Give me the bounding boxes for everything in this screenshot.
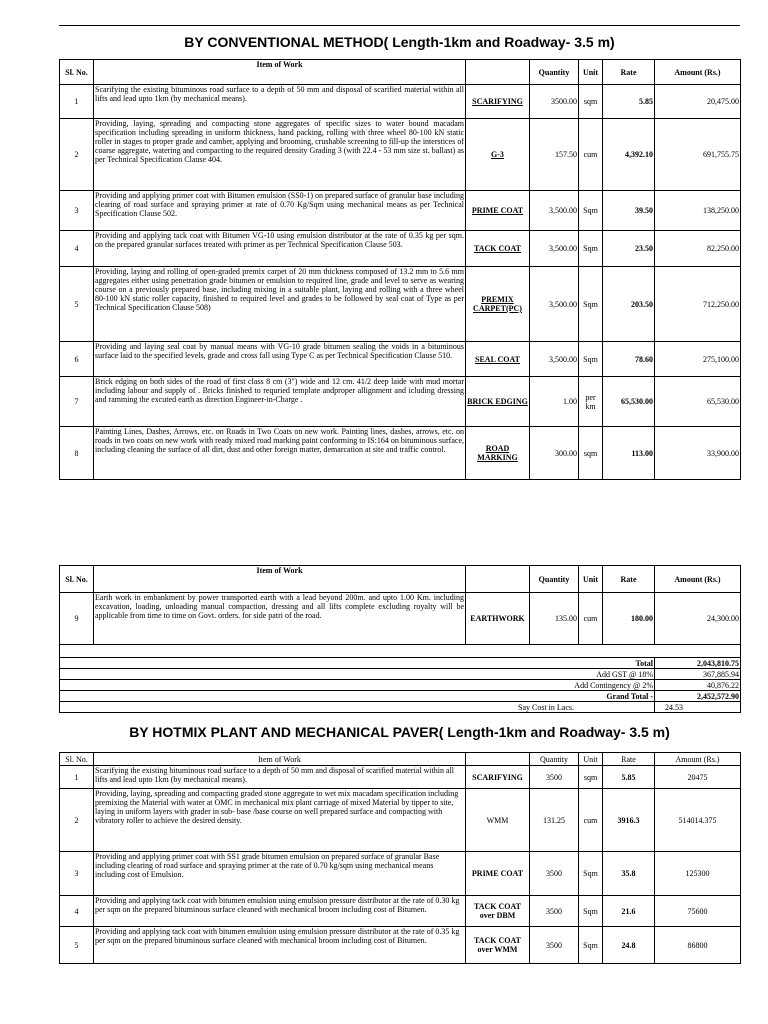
item-description: Providing, laying, spreading and compacting graded stone aggregate to wet mix macadam specification including premixing the Material with water at OMC in mechanical mix plant carriage of mixed Material by tipper to site, laying in uniform layers with grader in sub- base /base course on well prepared surface and compacting with vibratory roller to achieve the desired density. <box>94 789 466 852</box>
table-row <box>60 927 741 964</box>
unit: Sqm <box>579 896 603 927</box>
amount: 75600 <box>655 896 741 927</box>
item-code: TACK COAT over WMM <box>466 927 530 964</box>
header-qty: Quantity <box>530 753 579 766</box>
unit: Sqm <box>579 231 603 267</box>
table-row <box>60 896 741 927</box>
amount: 65,530.00 <box>655 377 741 427</box>
item-code: PRIME COAT <box>466 191 530 231</box>
sl-no: 6 <box>60 342 94 377</box>
table-row <box>60 789 741 852</box>
header-rate: Rate <box>603 566 655 593</box>
item-description: Providing and applying tack coat with bitumen emulsion using emulsion pressure distributor at the rate of 0.30 kg per sqm on the prepared bituminous surface cleaned with mechanical broom including cost of Bitumen. <box>94 896 466 927</box>
rate: 24.8 <box>603 927 655 964</box>
item-code: BRICK EDGING <box>466 377 530 427</box>
header-item: Item of Work <box>94 60 466 85</box>
say-cost-label: Say Cost in Lacs. <box>60 702 655 713</box>
header-rate: Rate <box>603 753 655 766</box>
sl-no: 1 <box>60 85 94 119</box>
amount: 275,100.00 <box>655 342 741 377</box>
quantity: 3500 <box>530 852 579 896</box>
amount: 712,250.00 <box>655 267 741 342</box>
unit: Sqm <box>579 927 603 964</box>
item-code: SCARIFYING <box>466 766 530 789</box>
header-amount: Amount (Rs.) <box>655 566 741 593</box>
unit: Sqm <box>579 191 603 231</box>
amount: 514014.375 <box>655 789 741 852</box>
sl-no: 2 <box>60 789 94 852</box>
amount: 138,250.00 <box>655 191 741 231</box>
header-code <box>466 753 530 766</box>
sl-no: 9 <box>60 593 94 645</box>
sl-no: 5 <box>60 267 94 342</box>
header-sl: Sl. No. <box>60 753 94 766</box>
gst-value: 367,885.94 <box>655 669 741 680</box>
spacer-row <box>60 645 741 658</box>
table-row <box>60 85 741 119</box>
header-rate: Rate <box>603 60 655 85</box>
grand-total-value: 2,452,572.90 <box>655 691 741 702</box>
table-row <box>60 191 741 231</box>
item-code: EARTHWORK <box>466 593 530 645</box>
sl-no: 2 <box>60 119 94 191</box>
item-description: Providing and laying seal coat by manual means with VG-10 grade bitumen sealing the voids in a bituminous surface laid to the specified levels, grade and cross fall using Type C as per Technical Specification Clause 510. <box>94 342 466 377</box>
hotmix-plant-table <box>59 752 741 964</box>
header-sl: Sl. No. <box>60 60 94 85</box>
header-item: Item of Work <box>94 753 466 766</box>
say-cost-row <box>60 702 741 713</box>
top-rule <box>59 25 740 26</box>
table-header-row <box>60 753 741 766</box>
quantity: 3,500.00 <box>530 342 579 377</box>
unit: Sqm <box>579 852 603 896</box>
header-sl: Sl. No. <box>60 566 94 593</box>
rate: 35.8 <box>603 852 655 896</box>
quantity: 3,500.00 <box>530 191 579 231</box>
unit: per km <box>579 377 603 427</box>
say-cost-value: 24.53 <box>655 702 741 713</box>
table-row <box>60 593 741 645</box>
header-unit: Unit <box>579 753 603 766</box>
header-unit: Unit <box>579 566 603 593</box>
rate: 4,392.10 <box>603 119 655 191</box>
rate: 21.6 <box>603 896 655 927</box>
spacer-cell <box>60 645 741 658</box>
item-description: Providing and applying primer coat with Bitumen emulsion (SS0-1) on prepared surface of granular base including clearing of road surface and spraying primer at rate of 0.70 Kg/Sqm using mechanical means as per Technical Specification Clause 502. <box>94 191 466 231</box>
item-description: Scarifying the existing bituminous road surface to a depth of 50 mm and disposal of scarified material within all lifts and lead upto 1km (by mechanical means). <box>94 85 466 119</box>
contingency-label: Add Contingency @ 2% <box>60 680 655 691</box>
rate: 23.50 <box>603 231 655 267</box>
unit: sqm <box>579 85 603 119</box>
quantity: 3500.00 <box>530 85 579 119</box>
grand-total-label: Grand Total - <box>60 691 655 702</box>
quantity: 3500 <box>530 766 579 789</box>
sl-no: 1 <box>60 766 94 789</box>
amount: 82,250.00 <box>655 231 741 267</box>
header-code <box>466 60 530 85</box>
header-item: Item of Work <box>94 566 466 593</box>
unit: cum <box>579 119 603 191</box>
sl-no: 5 <box>60 927 94 964</box>
table-row <box>60 119 741 191</box>
header-qty: Quantity <box>530 566 579 593</box>
unit: Sqm <box>579 342 603 377</box>
section1-title: BY CONVENTIONAL METHOD( Length-1km and Roadway- 3.5 m) <box>184 34 615 50</box>
quantity: 300.00 <box>530 427 579 480</box>
header-code <box>466 566 530 593</box>
table-row <box>60 231 741 267</box>
conventional-method-table <box>59 59 741 480</box>
contingency-row <box>60 680 741 691</box>
item-description: Scarifying the existing bituminous road surface to a depth of 50 mm and disposal of scarified material within all lifts and lead upto 1km (by mechanical means). <box>94 766 466 789</box>
sl-no: 7 <box>60 377 94 427</box>
table-row <box>60 377 741 427</box>
sl-no: 4 <box>60 231 94 267</box>
item-description: Earth work in embankment by power transported earth with a lead beyond 200m. and upto 1.00 Km. including excavation, loading, unloading manual compaction, dressing and all lifts complete excluding royalty will be applicable from time to time on Govt. orders. for side patri of the road. <box>94 593 466 645</box>
item-code: WMM <box>466 789 530 852</box>
header-amount: Amount (Rs.) <box>655 60 741 85</box>
total-value: 2,043,810.75 <box>655 658 741 669</box>
table-row <box>60 852 741 896</box>
quantity: 3500 <box>530 927 579 964</box>
item-description: Providing, laying and rolling of open-graded premix carpet of 20 mm thickness composed of 13.2 mm to 5.6 mm aggregates either using penetration grade bitumen or emulsion to required line, grade and level to serve as wearing course on a previously prepared base, including mixing in a suitable plant, laying and rolling with a three wheel 80-100 kN static roller capacity, finished to required level and grades to be followed by seal coat of Type as per Technical Specification Clause 508) <box>94 267 466 342</box>
rate: 65,530.00 <box>603 377 655 427</box>
rate: 3916.3 <box>603 789 655 852</box>
item-description: Providing and applying primer coat with SS1 grade bitumen emulsion on prepared surface of granular Base including clearing of road surface and spraying primer at the rate of 0.70 kg/sqm using mechanical means including cost of Emulsion. <box>94 852 466 896</box>
amount: 125300 <box>655 852 741 896</box>
amount: 691,755.75 <box>655 119 741 191</box>
quantity: 3500 <box>530 896 579 927</box>
item-code: G-3 <box>466 119 530 191</box>
rate: 180.00 <box>603 593 655 645</box>
header-amount: Amount (Rs.) <box>655 753 741 766</box>
table-row <box>60 427 741 480</box>
item-code: TACK COAT <box>466 231 530 267</box>
rate: 113.00 <box>603 427 655 480</box>
unit: cum <box>579 789 603 852</box>
item-description: Providing, laying, spreading and compacting stone aggregates of specific sizes to water bound macadam specification including spreading in uniform thickness, hand packing, rolling with three wheel 80-100 kN static roller in stages to proper grade and camber, applying and brooming, crushable screening to fill-up the interstices of coarse aggregate, watering and compacting to the required density Grading 3 (with 22.4 - 53 mm size st. ballast) as per Technical Specification Clause 404. <box>94 119 466 191</box>
item-description: Providing and applying tack coat with bitumen emulsion using emulsion pressure distributor at the rate of 0.35 kg per sqm on the prepared bituminous surface cleaned with mechanical broom including cost of Bitumen. <box>94 927 466 964</box>
table-row <box>60 342 741 377</box>
table-row <box>60 267 741 342</box>
item-description: Painting Lines, Dashes, Arrows, etc. on Roads in Two Coats on new work. Painting lines, dashes, arrows, etc. on roads in two coats on new work with ready mixed road marking paint conforming to IS:164 on bituminous surface, including cleaning the surface of all dirt, dust and other foreign matter, demarcation at site and traffic control. <box>94 427 466 480</box>
table-row <box>60 766 741 789</box>
sl-no: 3 <box>60 191 94 231</box>
quantity: 1.00 <box>530 377 579 427</box>
header-unit: Unit <box>579 60 603 85</box>
unit: sqm <box>579 427 603 480</box>
sl-no: 8 <box>60 427 94 480</box>
grand-total-row <box>60 691 741 702</box>
unit: Sqm <box>579 267 603 342</box>
earthwork-table <box>59 565 741 713</box>
quantity: 3,500.00 <box>530 267 579 342</box>
rate: 5.85 <box>603 766 655 789</box>
rate: 5.85 <box>603 85 655 119</box>
item-code: TACK COAT over DBM <box>466 896 530 927</box>
amount: 24,300.00 <box>655 593 741 645</box>
quantity: 131.25 <box>530 789 579 852</box>
item-code: ROAD MARKING <box>466 427 530 480</box>
section3-title: BY HOTMIX PLANT AND MECHANICAL PAVER( Length-1km and Roadway- 3.5 m) <box>129 724 670 740</box>
item-code: PRIME COAT <box>466 852 530 896</box>
item-code: SEAL COAT <box>466 342 530 377</box>
sl-no: 3 <box>60 852 94 896</box>
table-header-row <box>60 60 741 85</box>
gst-label: Add GST @ 18% <box>60 669 655 680</box>
unit: sqm <box>579 766 603 789</box>
item-code: SCARIFYING <box>466 85 530 119</box>
total-row <box>60 658 741 669</box>
rate: 203.50 <box>603 267 655 342</box>
item-description: Providing and applying tack coat with Bitumen VG-10 using emulsion distributor at the rate of 0.35 kg per sqm. on the prepared granular surfaces treated with primer as per Technical Specification Clause 503. <box>94 231 466 267</box>
amount: 20,475.00 <box>655 85 741 119</box>
amount: 20475 <box>655 766 741 789</box>
gst-row <box>60 669 741 680</box>
amount: 86800 <box>655 927 741 964</box>
rate: 39.50 <box>603 191 655 231</box>
header-qty: Quantity <box>530 60 579 85</box>
item-code: PREMIX CARPET(PC) <box>466 267 530 342</box>
sl-no: 4 <box>60 896 94 927</box>
quantity: 3,500.00 <box>530 231 579 267</box>
amount: 33,900.00 <box>655 427 741 480</box>
unit: cum <box>579 593 603 645</box>
quantity: 157.50 <box>530 119 579 191</box>
quantity: 135.00 <box>530 593 579 645</box>
contingency-value: 40,876.22 <box>655 680 741 691</box>
rate: 78.60 <box>603 342 655 377</box>
item-description: Brick edging on both sides of the road of first class 8 cm (3") wide and 12 cm. 41/2 deep laide with mud mortar including labour and supply of . Bricks finished to requried template andproper allignment and icluding dressing and ramming the excuted earth as direction Engineer-in-Charge . <box>94 377 466 427</box>
table-header-row <box>60 566 741 593</box>
total-label: Total <box>60 658 655 669</box>
